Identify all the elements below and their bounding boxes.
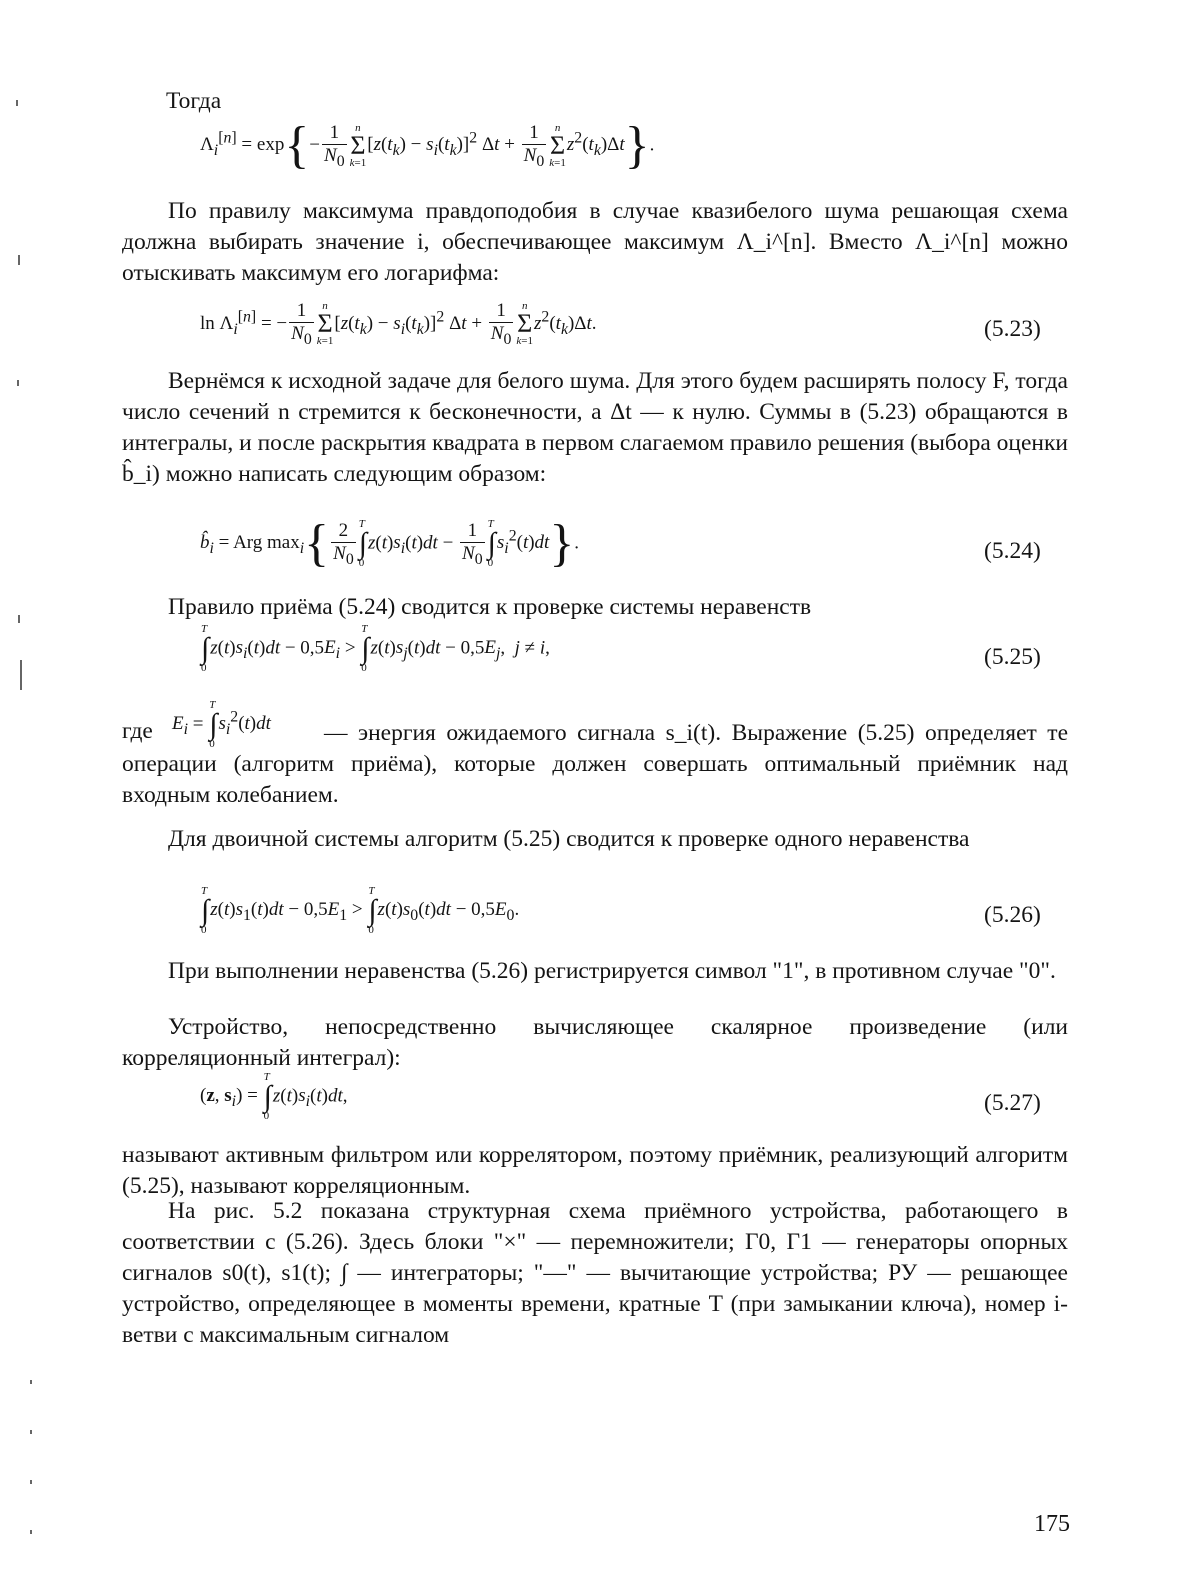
paragraph-binary-system: Для двоичной системы алгоритм (5.25) сводится к проверке одного неравенства bbox=[168, 826, 970, 852]
equation-5-27: (z, $s_i) = T$ ∫ $0z(t)s_i(t)dt$, bbox=[200, 1071, 348, 1122]
equation-5-26: T ∫ $0z(t)s_1(t)dt - 0,5E_1 > T$ ∫ $0z(t)s_0(t)dt - 0,5E_0$. bbox=[201, 885, 520, 936]
equation-number-5-23: (5.23) bbox=[984, 316, 1041, 342]
paragraph-white-noise: Вернёмся к исходной задаче для белого шума. Для этого будем расширять полосу F, тогда число сечений n стремится к бесконечности, а Δt — к нулю. Суммы в (5.23) обращаются в интегралы, и после раскрытия квадрата в первом слагаемом правило решения (выбора оценки b̂_i) можно написать следующим образом: bbox=[122, 368, 1068, 487]
equation-lambda: $\Lambda_i[n] = \exp\{-$ $\frac{1}{N_0}$ n Σ $k=1[z(t_k) - s_i(t_k)]^2$ Δt + $\frac{1}{N_0}$ n Σ $k=1z^2(t_k)\Delta t$}. bbox=[200, 117, 655, 174]
page-number: 175 bbox=[1034, 1511, 1070, 1537]
scan-mark bbox=[17, 380, 19, 386]
paragraph-device: Устройство, непосредственно вычисляющее скалярное произведение (или корреляционный интеграл): bbox=[122, 1014, 1068, 1071]
equation-5-24: $b̂_i$ = Arg $\max_i${ $\frac{2}{N_0}$ T ∫ $0z(t)s_i(t)dt$ − $\frac{1}{N_0}$ T ∫ $0s_i^2(t)dt$}. bbox=[200, 515, 580, 572]
equation-number-5-26: (5.26) bbox=[984, 902, 1041, 928]
scan-mark bbox=[18, 255, 20, 265]
where-prefix: где bbox=[122, 718, 153, 744]
paragraph-reception-rule: Правило приёма (5.24) сводится к проверке системы неравенств bbox=[168, 594, 812, 620]
equation-number-5-25: (5.25) bbox=[984, 644, 1041, 670]
paragraph-max-likelihood: По правилу максимума правдоподобия в случае квазибелого шума решающая схема должна выбирать значение i, обеспечивающее максимум Λ_i^[n]. Вместо Λ_i^[n] можно отыскивать максимум его логарифма: bbox=[122, 198, 1068, 286]
paragraph-correlator: называют активным фильтром или коррелятором, поэтому приёмник, реализующий алгоритм (5.25), называют корреляционным. bbox=[122, 1142, 1068, 1199]
scan-mark bbox=[30, 1530, 32, 1534]
paragraph-figure-description: На рис. 5.2 показана структурная схема приёмного устройства, работающего в соответствии с (5.26). Здесь блоки "×" — перемножители; Γ0, Γ1 — генераторы опорных сигналов s0(t), s1(t); ∫ — интеграторы; "—" — вычитающие устройства; РУ — решающее устройство, определяющее в моменты времени, кратные T (при замыкании ключа), номер i-ветви с максимальным сигналом bbox=[122, 1198, 1068, 1348]
equation-number-5-24: (5.24) bbox=[984, 538, 1041, 564]
scan-mark bbox=[30, 1480, 32, 1484]
scan-mark bbox=[18, 615, 20, 623]
equation-5-25: T ∫ $0z(t)s_i(t)dt - 0,5E_i > T$ ∫ $0z(t)s_j(t)dt - 0,5E_j$, j ≠ i, bbox=[201, 623, 550, 674]
scan-mark bbox=[30, 1430, 32, 1434]
equation-number-5-27: (5.27) bbox=[984, 1090, 1041, 1116]
paragraph-symbol-registration: При выполнении неравенства (5.26) регистрируется символ "1", в противном случае "0". bbox=[168, 958, 1056, 984]
paragraph-energy: — энергия ожидаемого сигнала s_i(t). Выражение (5.25) определяет те операции (алгоритм приёма), которые должен совершать оптимальный приёмник над входным колебанием. bbox=[122, 720, 1068, 808]
togda-text: Тогда bbox=[166, 88, 222, 114]
scan-mark bbox=[16, 100, 18, 106]
scan-mark bbox=[20, 660, 22, 690]
equation-5-23: $\ln \Lambda_i[n]$ = − $\frac{1}{N_0}$ n Σ $k=1[z(t_k) - s_i(t_k)]^2$ Δt + $\frac{1}{N_0}$ n Σ $k=1z^2(t_k)\Delta t$. bbox=[200, 300, 597, 348]
scan-mark bbox=[30, 1380, 32, 1384]
equation-energy: $E_i = T$ ∫ $0s_i^2(t)dt$ bbox=[172, 699, 271, 750]
